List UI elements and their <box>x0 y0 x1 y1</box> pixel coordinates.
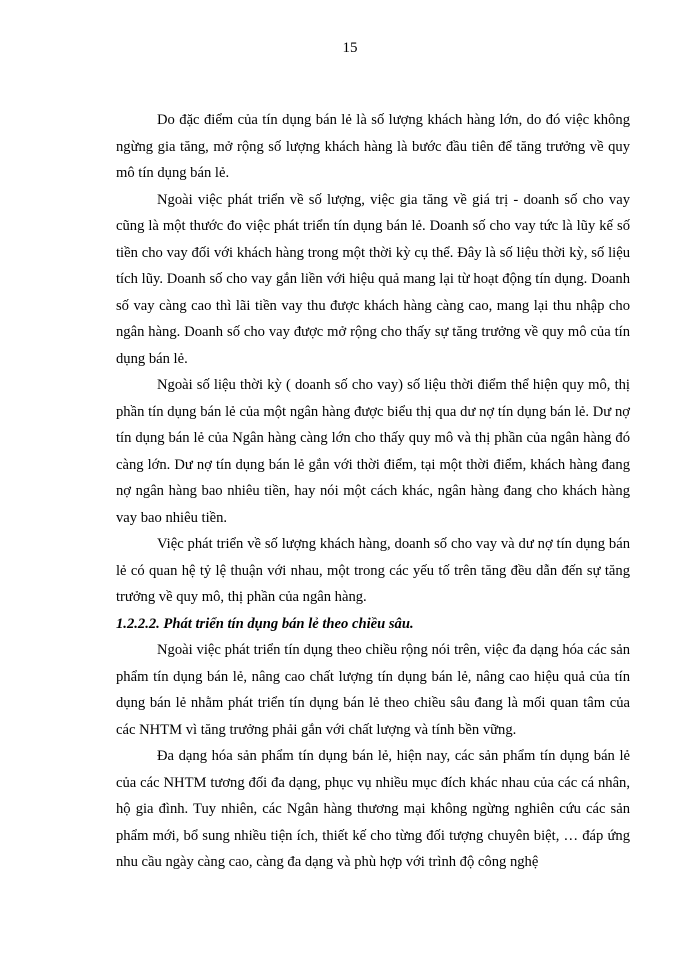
section-heading: 1.2.2.2. Phát triển tín dụng bán lẻ theo chiều sâu. <box>116 615 414 632</box>
paragraph-outstanding-debt: Ngoài số liệu thời kỳ ( doanh số cho vay) số liệu thời điểm thể hiện quy mô, thị phần tín dụng bán lẻ của một ngân hàng được biểu thị qua dư nợ tín dụng bán lẻ. Dư nợ tín dụng bán lẻ của Ngân hàng càng lớn cho thấy quy mô và thị phần của ngân hàng đó càng lớn. Dư nợ tín dụng bán lẻ gắn với thời điểm, tại một thời điểm, khách hàng đang nợ ngân hàng bao nhiêu tiền, hay nói một cách khác, ngân hàng đang cho khách hàng vay bao nhiêu tiền. <box>116 377 630 526</box>
document-body <box>116 107 630 876</box>
paragraph-customer-growth: Do đặc điểm của tín dụng bán lẻ là số lượng khách hàng lớn, do đó việc không ngừng gia tăng, mở rộng số lượng khách hàng là bước đầu tiên để tăng trưởng về quy mô tín dụng bán lẻ. <box>116 112 630 181</box>
paragraph-loan-turnover: Ngoài việc phát triển về số lượng, việc gia tăng về giá trị - doanh số cho vay cũng là một thước đo việc phát triển tín dụng bán lẻ. Doanh số cho vay tức là lũy kế số tiền cho vay đối với khách hàng trong một thời kỳ cụ thể. Đây là số liệu thời kỳ, số liệu tích lũy. Doanh số cho vay gắn liền với hiệu quả mang lại từ hoạt động tín dụng. Doanh số vay càng cao thì lãi tiền vay thu được khách hàng càng cao, mang lại thu nhập cho ngân hàng. Doanh số cho vay được mở rộng cho thấy sự tăng trưởng về quy mô của tín dụng bán lẻ. <box>116 191 630 367</box>
paragraph-product-diversification: Đa dạng hóa sản phẩm tín dụng bán lẻ, hiện nay, các sản phẩm tín dụng bán lẻ của các NHTM tương đối đa dạng, phục vụ nhiều mục đích khác nhau của các cá nhân, hộ gia đình. Tuy nhiên, các Ngân hàng thương mại không ngừng nghiên cứu các sản phẩm mới, bổ sung nhiều tiện ích, thiết kế cho từng đối tượng chuyên biệt, … đáp ứng nhu cầu ngày càng cao, càng đa dạng và phù hợp với trình độ công nghệ <box>116 748 630 870</box>
page-number: 15 <box>342 40 358 56</box>
paragraph-depth-development: Ngoài việc phát triển tín dụng theo chiều rộng nói trên, việc đa dạng hóa các sản phẩm tín dụng bán lẻ, nâng cao chất lượng tín dụng bán lẻ, nâng cao hiệu quả của tín dụng bán lẻ nhằm phát triển tín dụng bán lẻ theo chiều sâu đang là mối quan tâm của các NHTM vì tăng trưởng phải gắn với chất lượng và tính bền vững. <box>116 642 630 738</box>
paragraph-proportional-relation: Việc phát triển về số lượng khách hàng, doanh số cho vay và dư nợ tín dụng bán lẻ có quan hệ tỷ lệ thuận với nhau, một trong các yếu tố trên tăng đều dẫn đến sự tăng trưởng về quy mô, thị phần của ngân hàng. <box>116 536 630 605</box>
